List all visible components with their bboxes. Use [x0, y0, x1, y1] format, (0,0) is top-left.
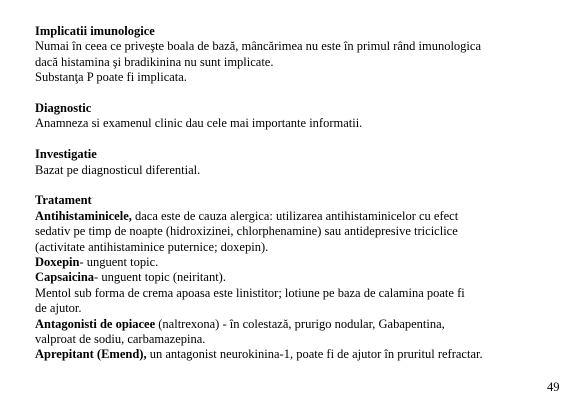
spacer: [35, 86, 555, 101]
section-diagnostic: [35, 101, 555, 132]
section-immunologic-implications: [35, 24, 555, 86]
treatment-capsaicin: [35, 270, 555, 285]
section-investigation: [35, 147, 555, 178]
section-heading: Diagnostic: [35, 101, 92, 116]
treatment-doxepin: [35, 255, 555, 270]
paragraph-line: Substanţa P poate fi implicata.: [35, 70, 187, 85]
term-opioid-antagonists: Antagonisti de opiacee: [35, 316, 156, 331]
paragraph-text: un antagonist neurokinina-1, poate fi de ajutor în pruritul refractar.: [146, 347, 483, 362]
term-antihistamines: Antihistaminicele,: [35, 208, 132, 223]
document-page: [35, 24, 555, 363]
section-treatment: [35, 193, 555, 362]
paragraph-line: de ajutor.: [35, 301, 82, 316]
paragraph-line: sedativ pe timp de noapte (hidroxizinei, chlorphenamine) sau antidepresive triciclice: [35, 224, 458, 239]
treatment-aprepitant: [35, 347, 555, 362]
paragraph-line: (activitate antihistaminice puternice; doxepin).: [35, 239, 269, 254]
paragraph-line: Bazat pe diagnosticul diferential.: [35, 162, 201, 177]
paragraph-line: Numai în ceea ce priveşte boala de bază, mâncărimea nu este în primul rând imunologica: [35, 39, 481, 54]
page-number: 49: [547, 380, 560, 394]
paragraph-text: daca este de cauza alergica: utilizarea antihistaminicelor cu efect: [131, 208, 459, 223]
spacer: [35, 132, 555, 147]
paragraph-line: dacă histamina şi bradikinina nu sunt implicate.: [35, 54, 274, 69]
treatment-opioid-antagonists: [35, 317, 555, 332]
paragraph-line: Anamneza si examenul clinic dau cele mai importante informatii.: [35, 116, 363, 131]
paragraph-text: - unguent topic.: [79, 255, 159, 270]
term-aprepitant: Aprepitant (Emend),: [35, 347, 147, 362]
paragraph-line: valproat de sodiu, carbamazepina.: [35, 332, 206, 347]
paragraph-text: - unguent topic (neiritant).: [94, 270, 226, 285]
section-heading: Tratament: [35, 193, 92, 208]
section-heading: Investigatie: [35, 147, 97, 162]
spacer: [35, 178, 555, 193]
treatment-menthol: Mentol sub forma de crema apoasa este linistitor; lotiune pe baza de calamina poate fi: [35, 285, 465, 300]
paragraph-text: (naltrexona) - în colestază, prurigo nodular, Gabapentina,: [155, 316, 445, 331]
term-capsaicin: Capsaicina: [35, 270, 95, 285]
section-heading: Implicatii imunologice: [35, 24, 155, 38]
treatment-antihistamines: [35, 209, 555, 224]
term-doxepin: Doxepin: [35, 255, 80, 270]
